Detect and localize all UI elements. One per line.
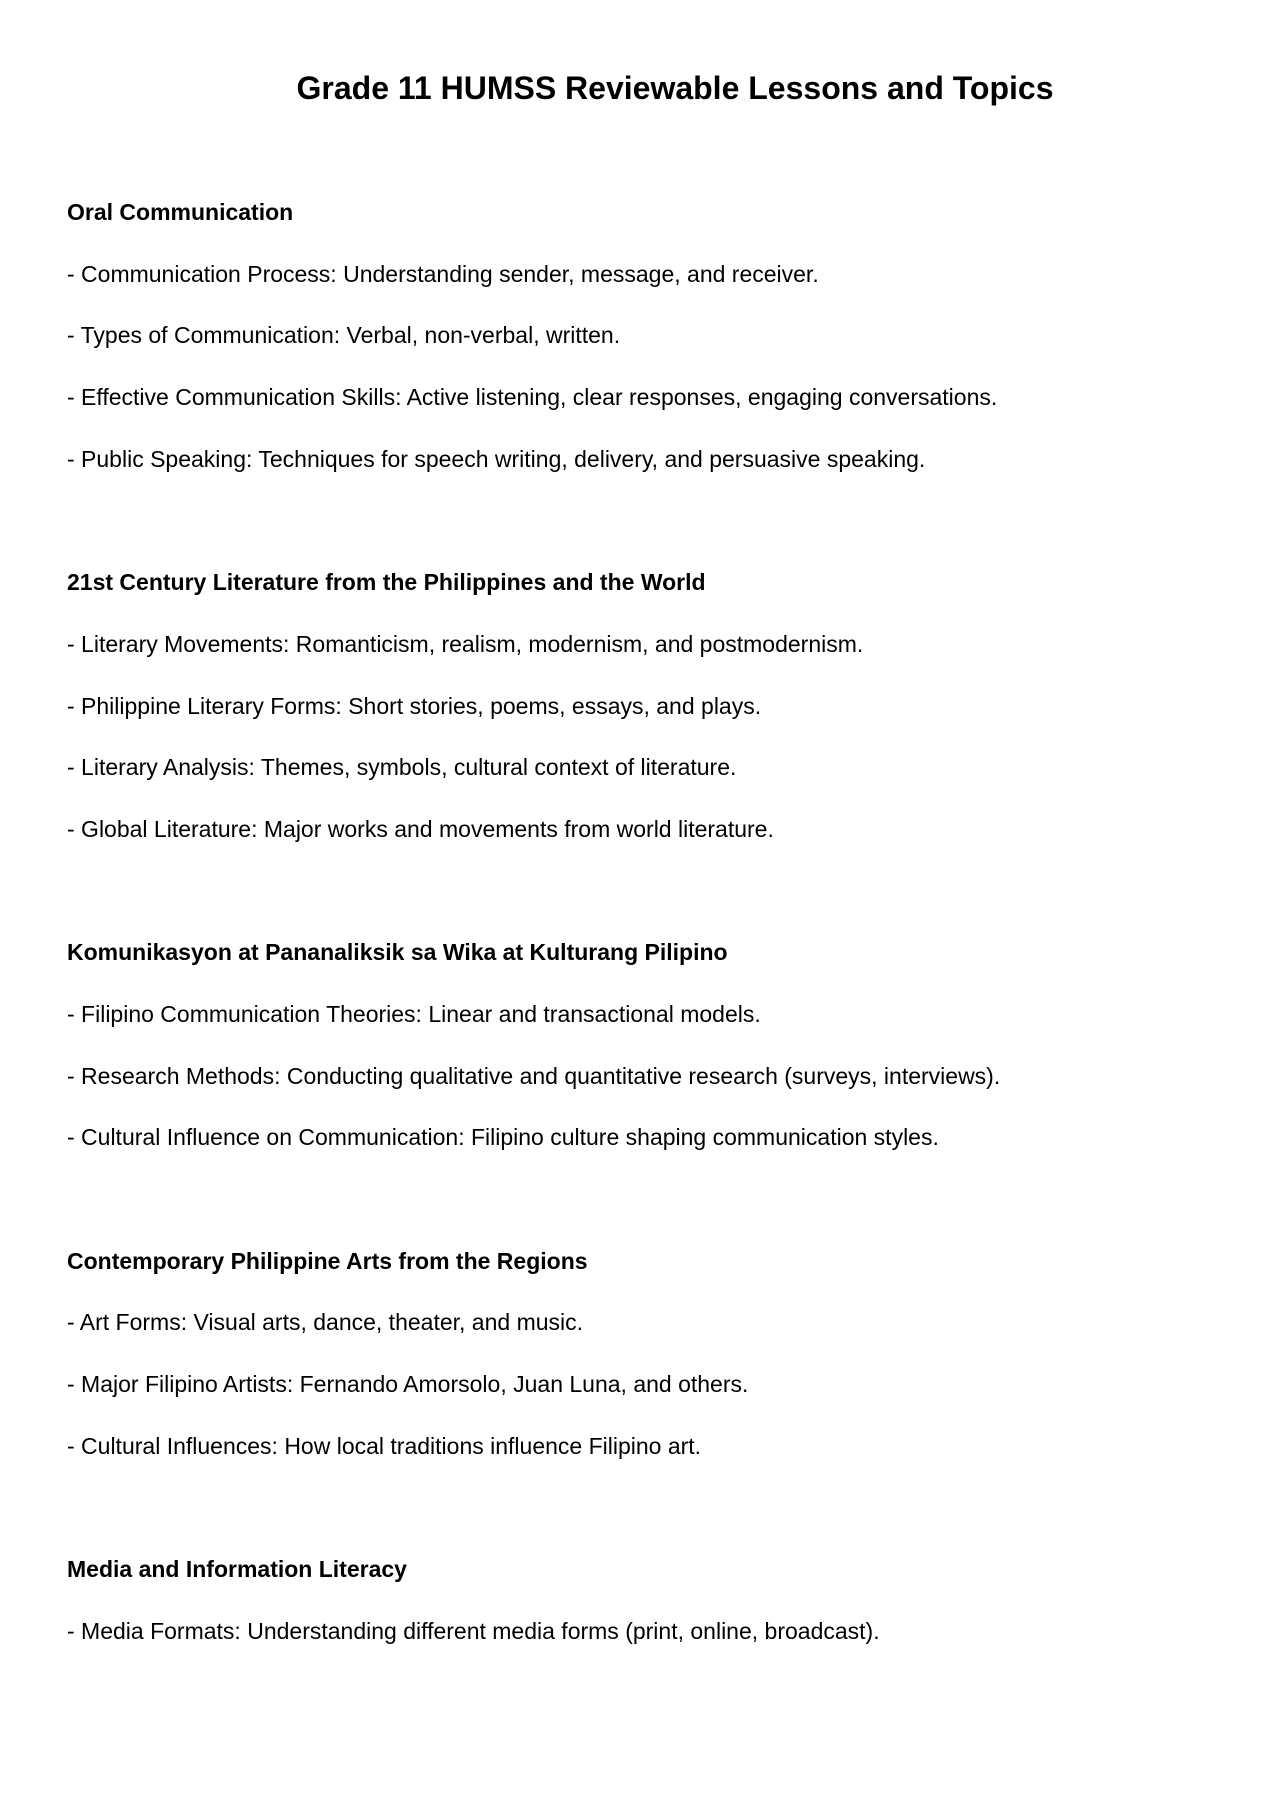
section bbox=[67, 182, 1240, 490]
section bbox=[67, 552, 1240, 860]
list-item: - Media Formats: Understanding different media forms (print, online, broadcast). bbox=[67, 1617, 880, 1644]
section bbox=[67, 1231, 1240, 1478]
list-item: - Effective Communication Skills: Active listening, clear responses, engaging conversations. bbox=[67, 384, 998, 411]
section bbox=[67, 1539, 1240, 1662]
section-heading: Komunikasyon at Pananaliksik sa Wika at Kulturang Pilipino bbox=[67, 939, 728, 966]
list-item: - Major Filipino Artists: Fernando Amorsolo, Juan Luna, and others. bbox=[67, 1371, 749, 1398]
section-heading: 21st Century Literature from the Philippines and the World bbox=[67, 569, 706, 596]
section-heading: Oral Communication bbox=[67, 199, 294, 225]
section-heading: Media and Information Literacy bbox=[67, 1556, 407, 1583]
list-item: - Public Speaking: Techniques for speech writing, delivery, and persuasive speaking. bbox=[67, 445, 926, 472]
list-item: - Types of Communication: Verbal, non-verbal, written. bbox=[67, 322, 621, 349]
list-item: - Literary Movements: Romanticism, realism, modernism, and postmodernism. bbox=[67, 630, 864, 657]
document-title: Grade 11 HUMSS Reviewable Lessons and Topics bbox=[296, 70, 1054, 106]
list-item: - Art Forms: Visual arts, dance, theater, and music. bbox=[67, 1309, 584, 1336]
list-item: - Filipino Communication Theories: Linear and transactional models. bbox=[67, 1000, 761, 1027]
list-item: - Communication Process: Understanding sender, message, and receiver. bbox=[67, 260, 819, 287]
section bbox=[67, 922, 1240, 1169]
section-heading: Contemporary Philippine Arts from the Regions bbox=[67, 1247, 588, 1274]
list-item: - Cultural Influence on Communication: Filipino culture shaping communication styles. bbox=[67, 1124, 939, 1151]
list-item: - Research Methods: Conducting qualitative and quantitative research (surveys, interviews). bbox=[67, 1062, 1001, 1089]
list-item: - Global Literature: Major works and movements from world literature. bbox=[67, 815, 774, 842]
document-body bbox=[67, 182, 1240, 1724]
list-item: - Literary Analysis: Themes, symbols, cultural context of literature. bbox=[67, 754, 737, 781]
list-item: - Cultural Influences: How local traditions influence Filipino art. bbox=[67, 1432, 702, 1459]
list-item: - Philippine Literary Forms: Short stories, poems, essays, and plays. bbox=[67, 692, 762, 719]
